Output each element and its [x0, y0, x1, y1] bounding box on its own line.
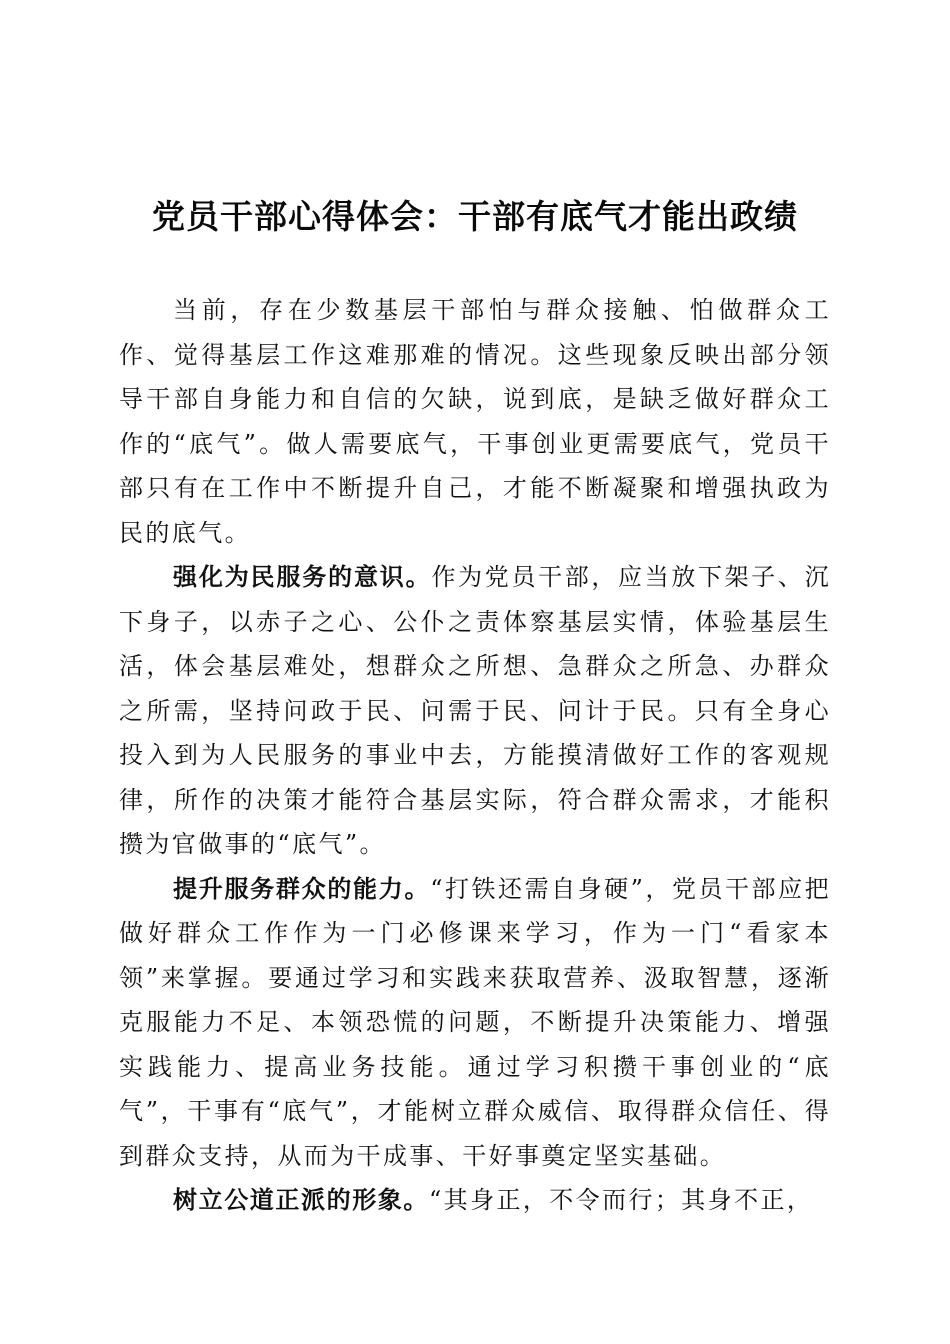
document-body	[119, 288, 831, 1223]
paragraph-service-ability	[119, 867, 831, 1179]
paragraph-text: “其身正，不令而行；其身不正，	[429, 1186, 814, 1214]
paragraph-lead: 树立公道正派的形象。	[173, 1186, 429, 1214]
paragraph-intro	[119, 288, 831, 555]
paragraph-service-awareness	[119, 555, 831, 867]
paragraph-text: “打铁还需自身硬”，党员干部应把做好群众工作作为一门必修课来学习，作为一门“看家本领”来掌握。要通过学习和实践来获取营养、汲取智慧，逐渐克服能力不足、本领恐慌的问题，不断提升决策能力、增强实践能力、提高业务技能。通过学习积攒干事创业的“底气”，干事有“底气”，才能树立群众威信、取得群众信任、得到群众支持，从而为干成事、干好事奠定坚实基础。	[119, 874, 831, 1170]
paragraph-text: 作为党员干部，应当放下架子、沉下身子，以赤子之心、公仆之责体察基层实情，体验基层生活，体会基层难处，想群众之所想、急群众之所急、办群众之所需，坚持问政于民、问需于民、问计于民。只有全身心投入到为人民服务的事业中去，方能摸清做好工作的客观规律，所作的决策才能符合基层实际，符合群众需求，才能积攒为官做事的“底气”。	[119, 563, 831, 858]
paragraph-upright-image	[119, 1178, 831, 1223]
document-title: 党员干部心得体会：干部有底气才能出政绩	[152, 197, 798, 236]
paragraph-text: 当前，存在少数基层干部怕与群众接触、怕做群众工作、觉得基层工作这难那难的情况。这些现象反映出部分领导干部自身能力和自信的欠缺，说到底，是缺乏做好群众工作的“底气”。做人需要底气，干事创业更需要底气，党员干部只有在工作中不断提升自己，才能不断凝聚和增强执政为民的底气。	[119, 296, 831, 547]
paragraph-lead: 提升服务群众的能力。	[173, 874, 431, 903]
paragraph-lead: 强化为民服务的意识。	[173, 563, 432, 591]
